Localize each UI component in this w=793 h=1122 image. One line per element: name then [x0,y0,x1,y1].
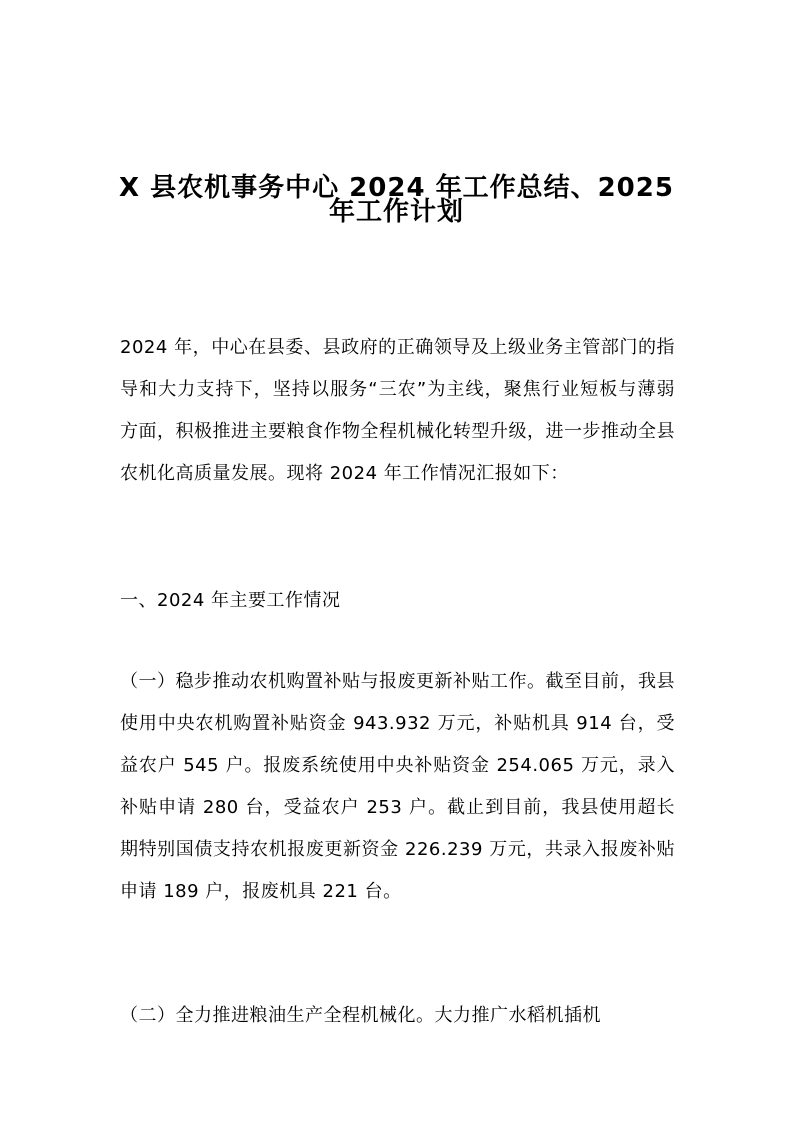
intro-paragraph: 2024 年，中心在县委、县政府的正确领导及上级业务主管部门的指导和大力支持下，坚持以服务“三农”为主线，聚焦行业短板与薄弱方面，积极推进主要粮食作物全程机械化转型升级，进一步推动全县农机化高质量发展。现将 2024 年工作情况汇报如下： [120,337,675,484]
subsection-paragraph-1: （一）稳步推动农机购置补贴与报废更新补贴工作。截至目前，我县使用中央农机购置补贴资金 943.932 万元，补贴机具 914 台，受益农户 545 户。报废系统使用中央补贴资金 254.065 万元，录入补贴申请 280 台，受益农户 253 户。截止到目前，我县使用超长期特别国债支持农机报废更新资金 226.239 万元，共录入报废补贴申请 189 户，报废机具 221 台。 [120,671,675,902]
document-title-line-2: 年工作计划 [328,197,464,227]
document-title-line-1: X 县农机事务中心 2024 年工作总结、2025 [119,173,674,203]
subsection-paragraph-2: （二）全力推进粮油生产全程机械化。大力推广水稻机插机 [120,1005,601,1026]
section-heading: 一、2024 年主要工作情况 [120,590,341,611]
